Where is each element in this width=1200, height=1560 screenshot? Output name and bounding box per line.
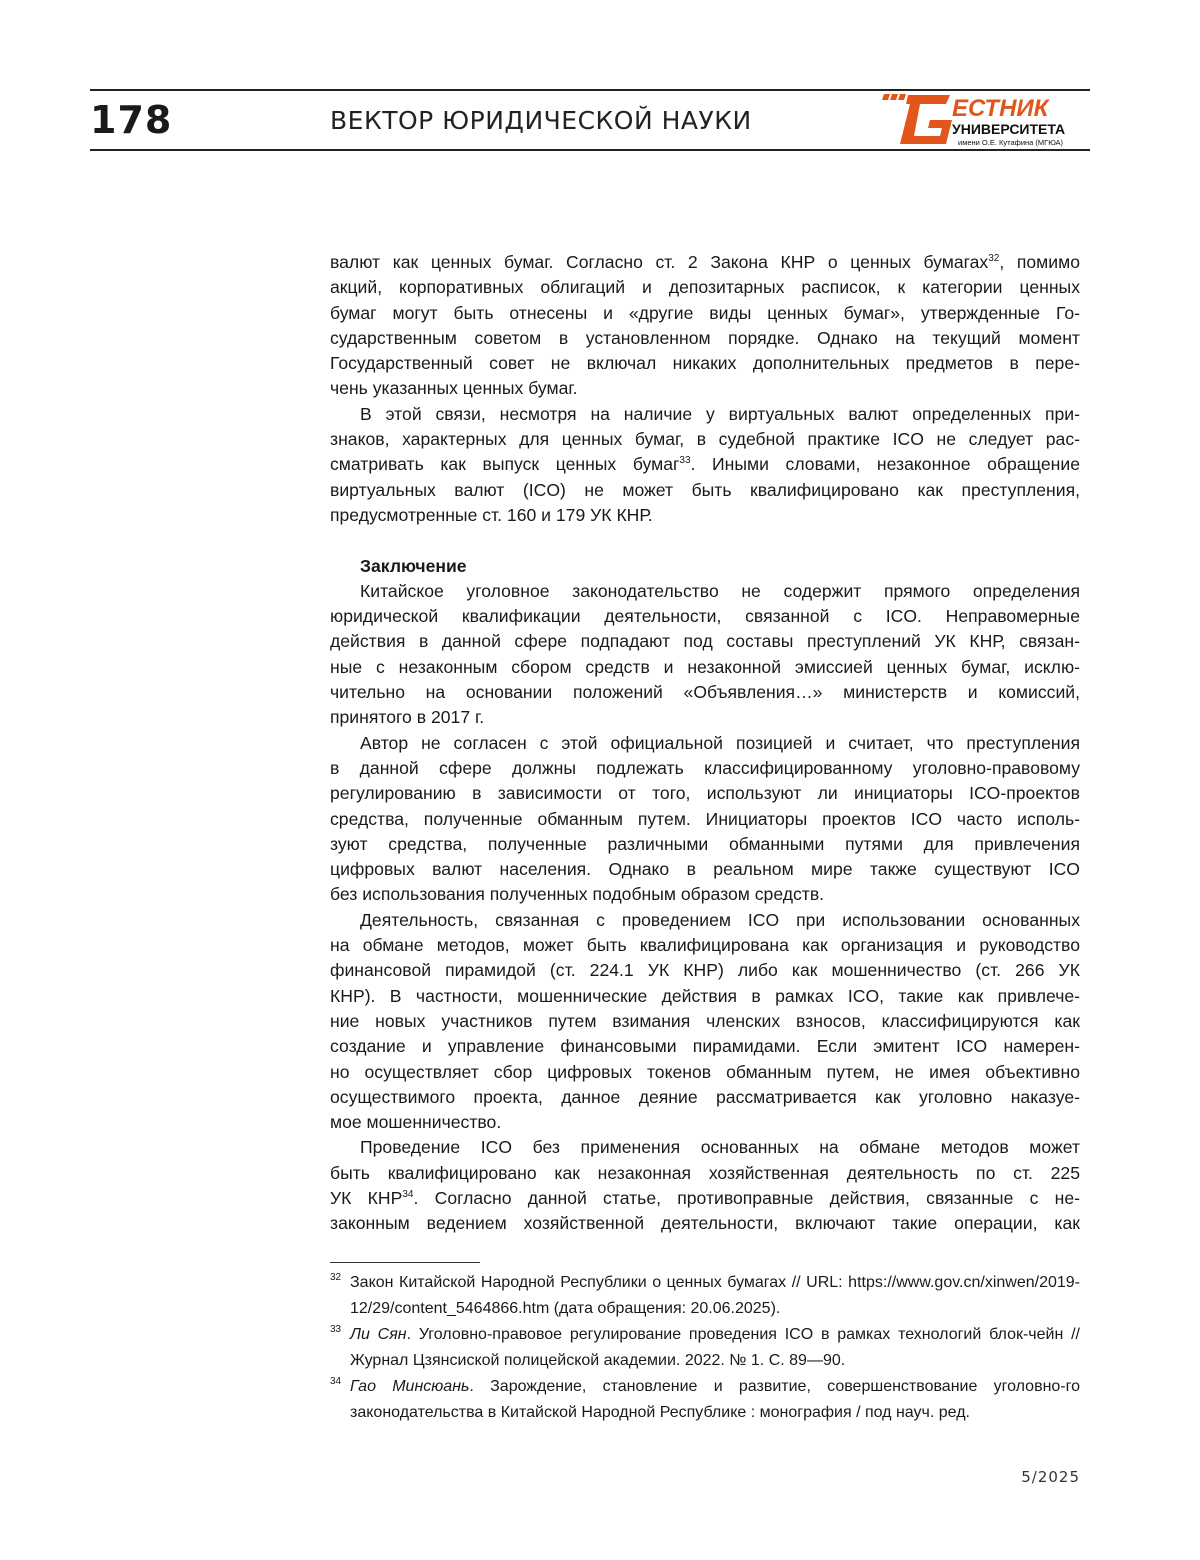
footnote-number: 34 xyxy=(330,1369,341,1395)
page-number: 178 xyxy=(90,98,172,142)
footnote-number: 33 xyxy=(330,1317,341,1343)
line-text: регулированию в зависимости от того, используют ли инициаторы ICO-проектов xyxy=(330,781,1080,806)
line-text: финансовой пирамидой (ст. 224.1 УК КНР) либо как мошенничество (ст. 266 УК xyxy=(330,958,1080,983)
text-line xyxy=(330,1085,1080,1110)
footnote-ref: 33 xyxy=(679,455,690,466)
line-text: создание и управление финансовыми пирамидами. Если эмитент ICO намерен- xyxy=(330,1034,1080,1059)
text-line xyxy=(330,731,1080,756)
paragraph xyxy=(330,908,1080,1136)
text-line xyxy=(330,832,1080,857)
text-line xyxy=(330,933,1080,958)
header-bottom-rule xyxy=(90,149,1090,151)
footnote-text: . Зарождение, становление и развитие, совершенствование уголовно-го законодательства в Китайской Народной Республике : монография / под науч. ред. xyxy=(350,1378,1080,1421)
text-segment: УК КНР xyxy=(330,1188,402,1208)
text-line xyxy=(330,1186,1080,1211)
text-line xyxy=(330,655,1080,680)
text-segment: . Иными словами, незаконное обращение xyxy=(691,454,1080,474)
text-line xyxy=(330,1034,1080,1059)
text-line xyxy=(330,1009,1080,1034)
line-text: зуют средства, полученные различными обманными путями для привлечения xyxy=(330,832,1080,857)
paragraph xyxy=(330,1135,1080,1236)
line-text: акций, корпоративных облигаций и депозитарных расписок, к категории ценных xyxy=(330,275,1080,300)
footnote-ref: 34 xyxy=(402,1189,413,1200)
footnote-author: Гао Минсюань xyxy=(350,1378,469,1395)
line-text: предусмотренные ст. 160 и 179 УК КНР. xyxy=(330,503,1080,528)
line-text: бумаг могут быть отнесены и «другие виды ценных бумаг», утвержденные Го- xyxy=(330,301,1080,326)
footnote-separator xyxy=(330,1262,480,1263)
footnote-text: . Уголовно-правовое регулирование проведения ICO в рамках технологий блок-чейн // Журнал Цзянсиской полицейской академии. 2022. № 1. С. 89—90. xyxy=(350,1326,1080,1369)
text-line xyxy=(330,275,1080,300)
line-text: ные с незаконным сбором средств и незаконной эмиссией ценных бумаг, исклю- xyxy=(330,655,1080,680)
line-text: КНР). В частности, мошеннические действия в рамках ICO, такие как привлече- xyxy=(330,984,1080,1009)
line-text: В этой связи, несмотря на наличие у виртуальных валют определенных при- xyxy=(360,402,1080,427)
article-body xyxy=(330,250,1080,1237)
text-line xyxy=(330,1110,1080,1135)
text-line xyxy=(330,1135,1080,1160)
line-text xyxy=(330,452,1080,477)
line-text: Автор не согласен с этой официальной позицией и считает, что преступления xyxy=(360,731,1080,756)
line-text: Деятельность, связанная с проведением ICO при использовании основанных xyxy=(360,908,1080,933)
paragraph xyxy=(330,731,1080,908)
issue-number: 5/2025 xyxy=(1021,1468,1080,1486)
text-line xyxy=(330,351,1080,376)
footnote xyxy=(330,1374,1080,1426)
text-line xyxy=(330,452,1080,477)
line-text: юридической квалификации деятельности, связанной с ICO. Неправомерные xyxy=(330,604,1080,629)
text-line xyxy=(330,1060,1080,1085)
logo-caption: имени О.Е. Кутафина (МГЮА) xyxy=(958,138,1064,147)
text-line xyxy=(330,680,1080,705)
text-line xyxy=(330,604,1080,629)
text-line xyxy=(330,857,1080,882)
text-line xyxy=(330,1211,1080,1236)
line-text: ние новых участников путем взимания членских взносов, классифицируются как xyxy=(330,1009,1080,1034)
line-text: без использования полученных подобным образом средств. xyxy=(330,882,1080,907)
line-text: Государственный совет не включал никаких дополнительных предметов в пере- xyxy=(330,351,1080,376)
line-text: цифровых валют населения. Однако в реальном мире также существуют ICO xyxy=(330,857,1080,882)
text-line xyxy=(330,629,1080,654)
text-segment: сматривать как выпуск ценных бумаг xyxy=(330,454,679,474)
text-line xyxy=(330,478,1080,503)
line-text: но осуществляет сбор цифровых токенов обманным путем, не имея объективно xyxy=(330,1060,1080,1085)
footnote-ref: 32 xyxy=(988,253,999,264)
text-line xyxy=(330,427,1080,452)
text-line xyxy=(330,250,1080,275)
text-line xyxy=(330,756,1080,781)
text-segment: , помимо xyxy=(999,252,1080,272)
line-text: средства, полученные обманным путем. Инициаторы проектов ICO часто исполь- xyxy=(330,807,1080,832)
line-text: мое мошенничество. xyxy=(330,1110,1080,1135)
paragraph xyxy=(330,579,1080,731)
text-line xyxy=(330,1161,1080,1186)
journal-title: ВЕКТОР ЮРИДИЧЕСКОЙ НАУКИ xyxy=(330,106,752,135)
footnote-author: Ли Сян xyxy=(350,1326,407,1343)
text-line xyxy=(330,705,1080,730)
line-text: действия в данной сфере подпадают под составы преступлений УК КНР, связан- xyxy=(330,629,1080,654)
line-text: законным ведением хозяйственной деятельности, включают такие операции, как xyxy=(330,1211,1080,1236)
line-text: чень указанных ценных бумаг. xyxy=(330,376,1080,401)
footnotes xyxy=(330,1270,1080,1426)
section-heading: Заключение xyxy=(330,554,1080,579)
line-text: на обмане методов, может быть квалифицирована как организация и руководство xyxy=(330,933,1080,958)
line-text: в данной сфере должны подлежать классифицированному уголовно-правовому xyxy=(330,756,1080,781)
paragraph xyxy=(330,250,1080,402)
text-line xyxy=(330,326,1080,351)
text-segment: валют как ценных бумаг. Согласно ст. 2 Закона КНР о ценных бумагах xyxy=(330,252,988,272)
paragraph xyxy=(330,402,1080,528)
text-line xyxy=(330,402,1080,427)
line-text: Проведение ICO без применения основанных на обмане методов может xyxy=(360,1135,1080,1160)
line-text: чительно на основании положений «Объявления…» министерств и комиссий, xyxy=(330,680,1080,705)
text-line xyxy=(330,376,1080,401)
text-line xyxy=(330,301,1080,326)
text-line xyxy=(330,908,1080,933)
line-text: осуществимого проекта, данное деяние рассматривается как уголовно наказуе- xyxy=(330,1085,1080,1110)
journal-logo xyxy=(880,92,1085,148)
text-line xyxy=(330,984,1080,1009)
logo-subtitle: УНИВЕРСИТЕТА xyxy=(952,121,1065,137)
line-text: быть квалифицировано как незаконная хозяйственная деятельность по ст. 225 xyxy=(330,1161,1080,1186)
text-line xyxy=(330,807,1080,832)
text-line xyxy=(330,579,1080,604)
line-text: знаков, характерных для ценных бумаг, в судебной практике ICO не следует рас- xyxy=(330,427,1080,452)
blank-line xyxy=(330,528,1080,553)
text-line xyxy=(330,503,1080,528)
text-line xyxy=(330,781,1080,806)
line-text: Китайское уголовное законодательство не содержит прямого определения xyxy=(360,579,1080,604)
logo-title: ЕСТНИК xyxy=(952,95,1051,122)
text-line xyxy=(330,958,1080,983)
line-text: сударственным советом в установленном порядке. Однако на текущий момент xyxy=(330,326,1080,351)
line-text: принятого в 2017 г. xyxy=(330,705,1080,730)
footnote xyxy=(330,1322,1080,1374)
text-segment: . Согласно данной статье, противоправные действия, связанные с не- xyxy=(413,1188,1080,1208)
footnote-number: 32 xyxy=(330,1265,341,1291)
line-text xyxy=(330,250,1080,275)
footnote xyxy=(330,1270,1080,1322)
line-text xyxy=(330,1186,1080,1211)
text-line xyxy=(330,882,1080,907)
line-text: виртуальных валют (ICO) не может быть квалифицировано как преступления, xyxy=(330,478,1080,503)
header-top-rule xyxy=(90,89,1090,91)
footnote-text: Закон Китайской Народной Республики о ценных бумагах // URL: https://www.gov.cn/xinwen/2019-12/29/content_5464866.htm (дата обращения: 20.06.2025). xyxy=(350,1274,1080,1317)
